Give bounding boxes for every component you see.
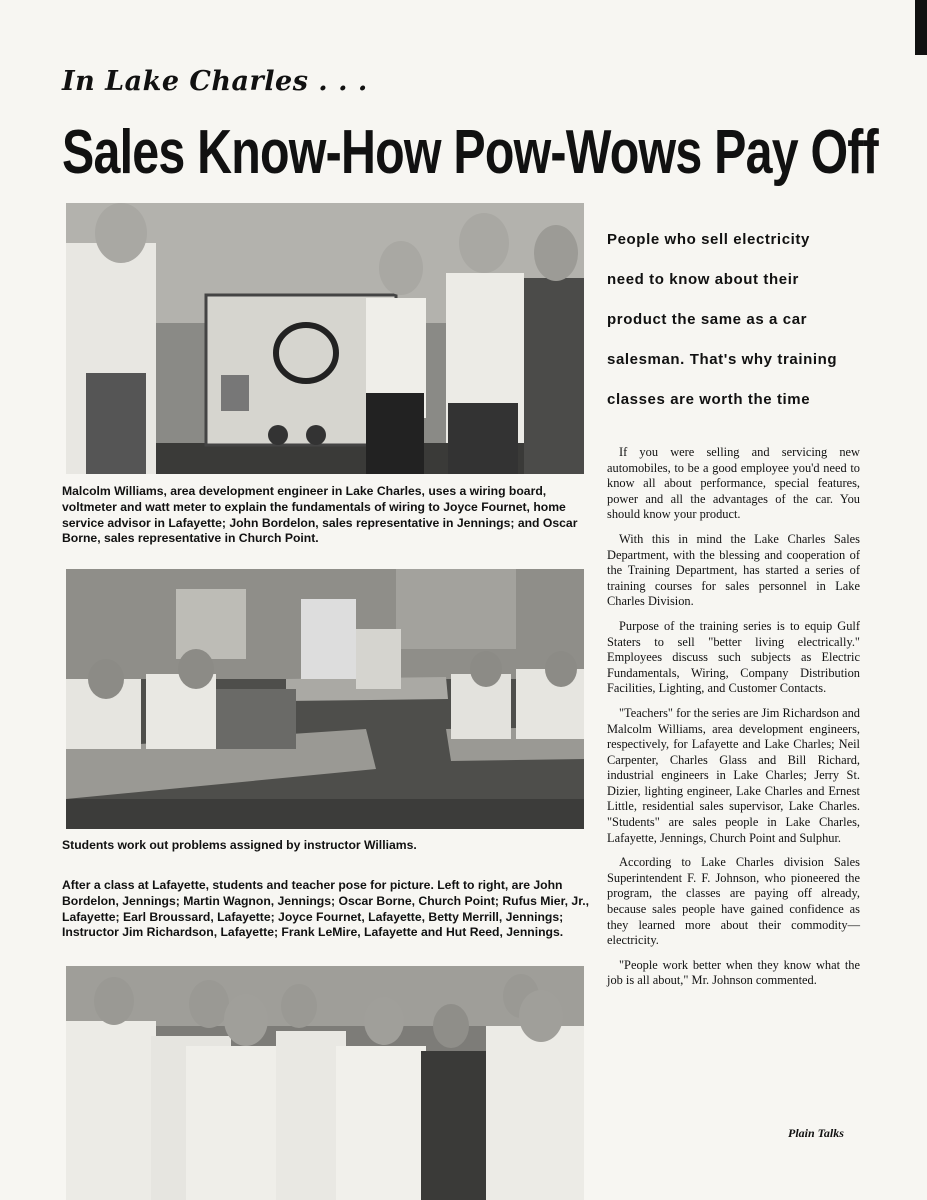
photo-group [66, 966, 584, 1200]
caption-photo-2: Students work out problems assigned by instructor Williams. [62, 838, 417, 852]
caption-photo-1: Malcolm Williams, area development engineer in Lake Charles, uses a wiring board, voltmeter and watt meter to explain the fundamentals of wiring to Joyce Fournet, home service advisor in Lafayette; John Bordelon, sales representative in Jennings; and Oscar Borne, sales representative in Church Point. [62, 484, 578, 546]
caption-photo-3: After a class at Lafayette, students and teacher pose for picture. Left to right, are John Bordelon, Jennings; Martin Wagnon, Jennings; Oscar Borne, Church Point; Rufus Mier, Jr., Lafayette; Earl Broussard, Lafayette; Joyce Fournet, Lafayette, Betty Merrill, Jennings; Instructor Jim Richardson, Lafayette; Frank LeMire, Lafayette and Hut Reed, Jennings. [62, 878, 590, 940]
deck [607, 220, 867, 420]
photo-classroom [66, 569, 584, 829]
article-paragraph: With this in mind the Lake Charles Sales Department, with the blessing and cooperation of the Training Department, has started a series of training courses for sales personnel in Lake Charles Division. [607, 531, 860, 609]
binding-edge [915, 0, 927, 55]
article-paragraph: If you were selling and servicing new automobiles, to be a good employee you'd need to know all about performance, special features, power and all the advantages of the car. You should know your product. [607, 445, 860, 522]
article-paragraph: "People work better when they know what the job is all about," Mr. Johnson commented. [607, 957, 860, 988]
article-paragraph: According to Lake Charles division Sales Superintendent F. F. Johnson, who pioneered the program, the classes are paying off already, because sales people have gained confidence as they learned more about their commodity—electricity. [607, 855, 860, 948]
photo-group-graphic [66, 966, 584, 1200]
article-body [607, 445, 860, 998]
deck-line: People who sell electricity [607, 231, 810, 248]
deck-line: salesman. That's why training [607, 351, 838, 368]
photo-wiring-board [66, 203, 584, 474]
article-paragraph: "Teachers" for the series are Jim Richardson and Malcolm Williams, area development engineers, respectively, for Lafayette and Lake Charles; Neil Carpenter, Charles Glass and Bill Richard, industrial engineers in Lake Charles; Jerry St. Dizier, lighting engineer, Lake Charles and Ernest Little, residential sales supervisor, Lake Charles. "Students" are sales people in Lake Charles, Lafayette, Jennings, Church Point and Sulphur. [607, 705, 860, 845]
publication-footer: Plain Talks [788, 1126, 844, 1140]
deck-line: need to know about their [607, 271, 799, 288]
article-paragraph: Purpose of the training series is to equip Gulf Staters to sell "better living electrically." Employees discuss such subjects as Electric Fundamentals, Wiring, Company Distribution Facilities, Lighting, and Customer Contacts. [607, 618, 860, 696]
photo-classroom-graphic [66, 569, 584, 829]
kicker: In Lake Charles . . . [62, 66, 368, 97]
deck-line: classes are worth the time [607, 391, 811, 408]
headline: Sales Know-How Pow-Wows Pay Off [62, 118, 878, 187]
photo-wiring-board-graphic [66, 203, 584, 474]
deck-line: product the same as a car [607, 311, 808, 328]
